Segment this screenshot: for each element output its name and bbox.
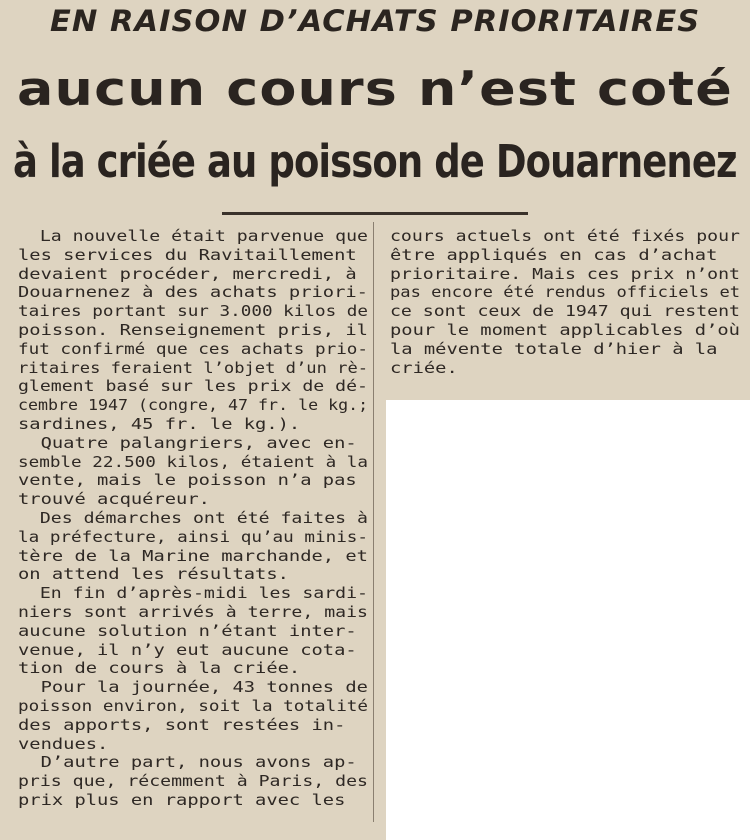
article-text-line: aucune solution n’étant inter- bbox=[18, 621, 357, 640]
article-text-line: pour le moment applicables d’où bbox=[390, 320, 740, 339]
article-text-line: être appliqués en cas d’achat bbox=[390, 245, 718, 264]
article-text-line: sardines, 45 fr. le kg.). bbox=[18, 414, 301, 433]
article-text-line: En fin d’après-midi les sardi- bbox=[18, 584, 368, 603]
article-text-line: Pour la journée, 43 tonnes de bbox=[18, 678, 368, 697]
article-text-line: Des démarches ont été faites à bbox=[18, 508, 368, 527]
article-text-line: prioritaire. Mais ces prix n’ont bbox=[390, 264, 740, 283]
article-column-left bbox=[18, 227, 369, 810]
article-text-line: des apports, sont restées in- bbox=[18, 715, 346, 734]
article-text-line: La nouvelle était parvenue que bbox=[18, 227, 368, 245]
article-text-line: vente, mais le poisson n’a pas bbox=[18, 471, 357, 490]
article-text-line: la mévente totale d’hier à la bbox=[390, 339, 718, 358]
article-text-line: taires portant sur 3.000 kilos de bbox=[18, 302, 369, 321]
article-text-line: niers sont arrivés à terre, mais bbox=[18, 602, 368, 621]
article-text-line: cembre 1947 (congre, 47 fr. le kg.; bbox=[18, 396, 369, 415]
article-text-line: ritaires feraient l’objet d’un rè- bbox=[18, 358, 369, 377]
article-text-line: vendues. bbox=[18, 734, 109, 753]
article-text-line: les services du Ravitaillement bbox=[18, 245, 357, 264]
article-text-line: on attend les résultats. bbox=[18, 565, 289, 584]
headline-line-1: aucun cours n’est coté bbox=[17, 62, 733, 117]
article-text-line: criée. bbox=[390, 358, 458, 377]
article-column-right bbox=[390, 227, 741, 377]
article-text-line: prix plus en rapport avec les bbox=[18, 790, 346, 809]
article-text-line: Douarnenez à des achats priori- bbox=[18, 283, 368, 302]
article-text-line: D’autre part, nous avons ap- bbox=[18, 753, 357, 772]
article-text-line: ce sont ceux de 1947 qui restent bbox=[390, 302, 740, 321]
headline-line-2: à la criée au poisson de Douarnenez bbox=[13, 135, 737, 188]
article-text-line: glement basé sur les prix de dé- bbox=[18, 377, 368, 396]
article-text-line: tion de cours à la criée. bbox=[18, 659, 301, 678]
article-text-line: fut confirmé que ces achats prio- bbox=[18, 339, 369, 358]
headline-rule bbox=[222, 212, 528, 215]
article-text-line: poisson environ, soit la totalité bbox=[18, 696, 369, 715]
article-text-line: semble 22.500 kilos, étaient à la bbox=[18, 452, 369, 471]
article-text-line: la préfecture, ainsi qu’au minis- bbox=[18, 527, 369, 546]
article-text-line: pris que, récemment à Paris, des bbox=[18, 772, 368, 791]
article-kicker: EN RAISON D’ACHATS PRIORITAIRES bbox=[50, 4, 701, 38]
article-text-line: venue, il n’y eut aucune cota- bbox=[18, 640, 357, 659]
article-text-line: trouvé acquéreur. bbox=[18, 490, 210, 509]
article-text-line: pas encore été rendus officiels et bbox=[390, 283, 741, 302]
article-text-line: cours actuels ont été fixés pour bbox=[390, 227, 740, 245]
article-text-line: tère de la Marine marchande, et bbox=[18, 546, 368, 565]
article-text-line: poisson. Renseignement pris, il bbox=[18, 320, 368, 339]
article-text-line: devaient procéder, mercredi, à bbox=[18, 264, 357, 283]
article-text-line: Quatre palangriers, avec en- bbox=[18, 433, 357, 452]
